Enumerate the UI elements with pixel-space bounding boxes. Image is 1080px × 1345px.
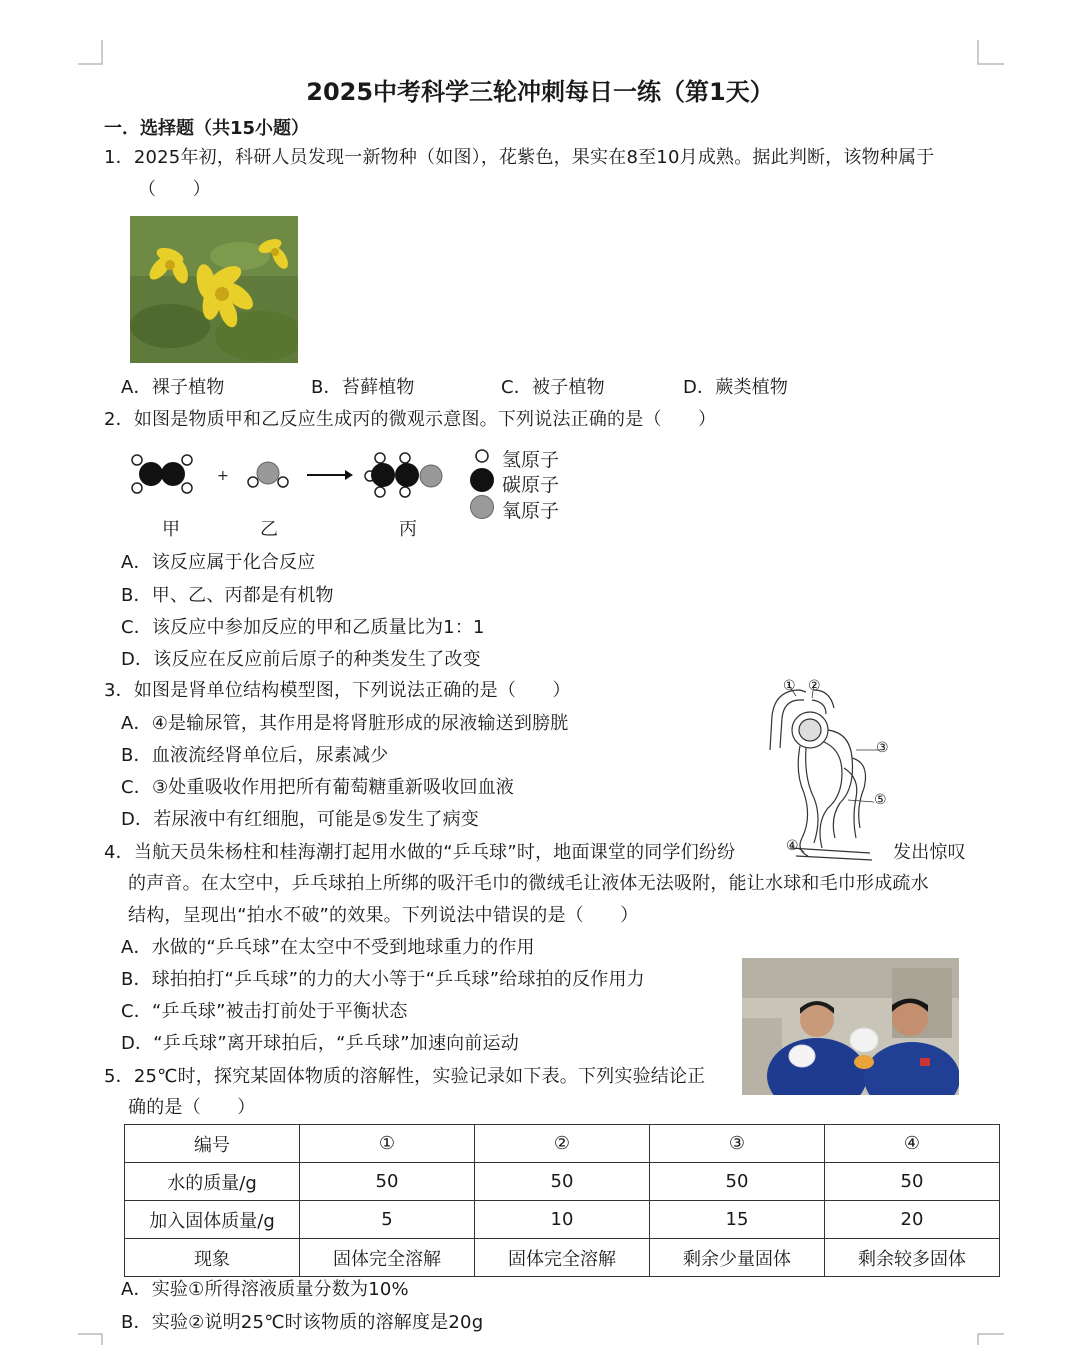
nephron-label-1: ① [783,678,796,694]
q4-line3: 结构，呈现出“拍水不破”的效果。下列说法中错误的是（ ） [128,905,639,926]
legend-carbon-icon [469,467,495,493]
label-jia: 甲 [162,519,181,540]
q1-option-d: D．蕨类植物 [683,377,789,398]
q5-option-a: A．实验①所得溶液质量分数为10% [121,1279,409,1300]
table-cell: 50 [825,1163,1000,1201]
experiment-table [124,1124,1000,1277]
table-row [125,1163,1000,1201]
label-yi: 乙 [260,519,279,540]
q5-line1: 5．25℃时，探究某固体物质的溶解性，实验记录如下表。下列实验结论正 [104,1066,706,1087]
q4-option-a: A．水做的“乒乓球”在太空中不受到地球重力的作用 [121,937,535,958]
nephron-label-4: ④ [786,838,799,854]
table-cell: 5 [300,1201,475,1239]
crop-mark-bottom-right [974,1330,1004,1345]
table-cell: 50 [300,1163,475,1201]
table-cell: ③ [650,1125,825,1163]
legend-oxygen: 氧原子 [502,500,560,522]
plus-sign: + [217,468,229,484]
q1-option-b: B．苔藓植物 [311,377,415,398]
q5-line2: 确的是（ ） [128,1097,256,1118]
table-cell: 固体完全溶解 [475,1239,650,1277]
q4-line1b: 发出惊叹 [893,842,966,863]
table-cell: 水的质量/g [125,1163,300,1201]
table-cell: 20 [825,1201,1000,1239]
table-cell: 剩余较多固体 [825,1239,1000,1277]
legend-hydrogen-icon [474,448,490,464]
legend-carbon: 碳原子 [502,474,560,496]
astronauts-photo [742,958,959,1095]
q1-option-a: A．裸子植物 [121,377,225,398]
q4-line1a: 4．当航天员朱杨柱和桂海潮打起用水做的“乒乓球”时，地面课堂的同学们纷纷 [104,842,736,863]
table-cell: ② [475,1125,650,1163]
q3-stem: 3．如图是肾单位结构模型图，下列说法正确的是（ ） [104,680,571,701]
table-cell: ① [300,1125,475,1163]
crop-mark-top-right [974,40,1004,70]
flower-photo [130,216,298,363]
molecule-bing [365,453,442,497]
reaction-diagram [125,446,445,506]
table-cell: 现象 [125,1239,300,1277]
table-cell: 50 [475,1163,650,1201]
table-cell: 10 [475,1201,650,1239]
page-title: 2025中考科学三轮冲刺每日一练（第1天） [306,78,774,106]
q1-stem-line1: 1．2025年初，科研人员发现一新物种（如图），花紫色，果实在8至10月成熟。据此判断，该物种属于 [104,147,935,168]
molecule-jia [132,455,192,493]
q3-option-a: A．④是输尿管，其作用是将肾脏形成的尿液输送到膀胱 [121,713,569,734]
table-row [125,1239,1000,1277]
crop-mark-bottom-left [78,1330,108,1345]
table-cell: 50 [650,1163,825,1201]
q2-option-c: C．该反应中参加反应的甲和乙质量比为1：1 [121,617,485,638]
q1-option-c: C．被子植物 [501,377,605,398]
table-cell: 加入固体质量/g [125,1201,300,1239]
table-cell: 编号 [125,1125,300,1163]
crop-mark-top-left [78,40,108,70]
q4-option-d: D．“乒乓球”离开球拍后，“乒乓球”加速向前运动 [121,1033,519,1054]
table-row [125,1125,1000,1163]
nephron-label-5: ⑤ [874,792,887,808]
q4-option-b: B．球拍拍打“乒乓球”的力的大小等于“乒乓球”给球拍的反作用力 [121,969,645,990]
q2-stem: 2．如图是物质甲和乙反应生成丙的微观示意图。下列说法正确的是（ ） [104,409,717,430]
table-cell: ④ [825,1125,1000,1163]
legend-oxygen-icon [469,494,495,520]
nephron-label-2: ② [808,678,821,694]
table-cell: 剩余少量固体 [650,1239,825,1277]
molecule-yi [248,462,288,487]
q2-option-a: A．该反应属于化合反应 [121,552,316,573]
q3-option-c: C．③处重吸收作用把所有葡萄糖重新吸收回血液 [121,777,515,798]
nephron-diagram [760,678,900,868]
q5-option-b: B．实验②说明25℃时该物质的溶解度是20g [121,1312,484,1333]
q3-option-b: B．血液流经肾单位后，尿素减少 [121,745,389,766]
label-bing: 丙 [399,519,418,540]
table-row [125,1201,1000,1239]
q3-option-d: D．若尿液中有红细胞，可能是⑤发生了病变 [121,809,479,830]
section-heading: 一．选择题（共15小题） [104,118,310,139]
q1-stem-line2: （ ） [138,179,211,200]
q2-option-b: B．甲、乙、丙都是有机物 [121,585,334,606]
nephron-label-3: ③ [876,740,889,756]
legend-hydrogen: 氢原子 [502,449,560,471]
q4-line2: 的声音。在太空中，乒乓球拍上所绑的吸汗毛巾的微绒毛让液体无法吸附，能让水球和毛巾形成疏水 [128,873,929,894]
q2-option-d: D．该反应在反应前后原子的种类发生了改变 [121,649,481,670]
table-cell: 15 [650,1201,825,1239]
q4-option-c: C．“乒乓球”被击打前处于平衡状态 [121,1001,408,1022]
table-cell: 固体完全溶解 [300,1239,475,1277]
